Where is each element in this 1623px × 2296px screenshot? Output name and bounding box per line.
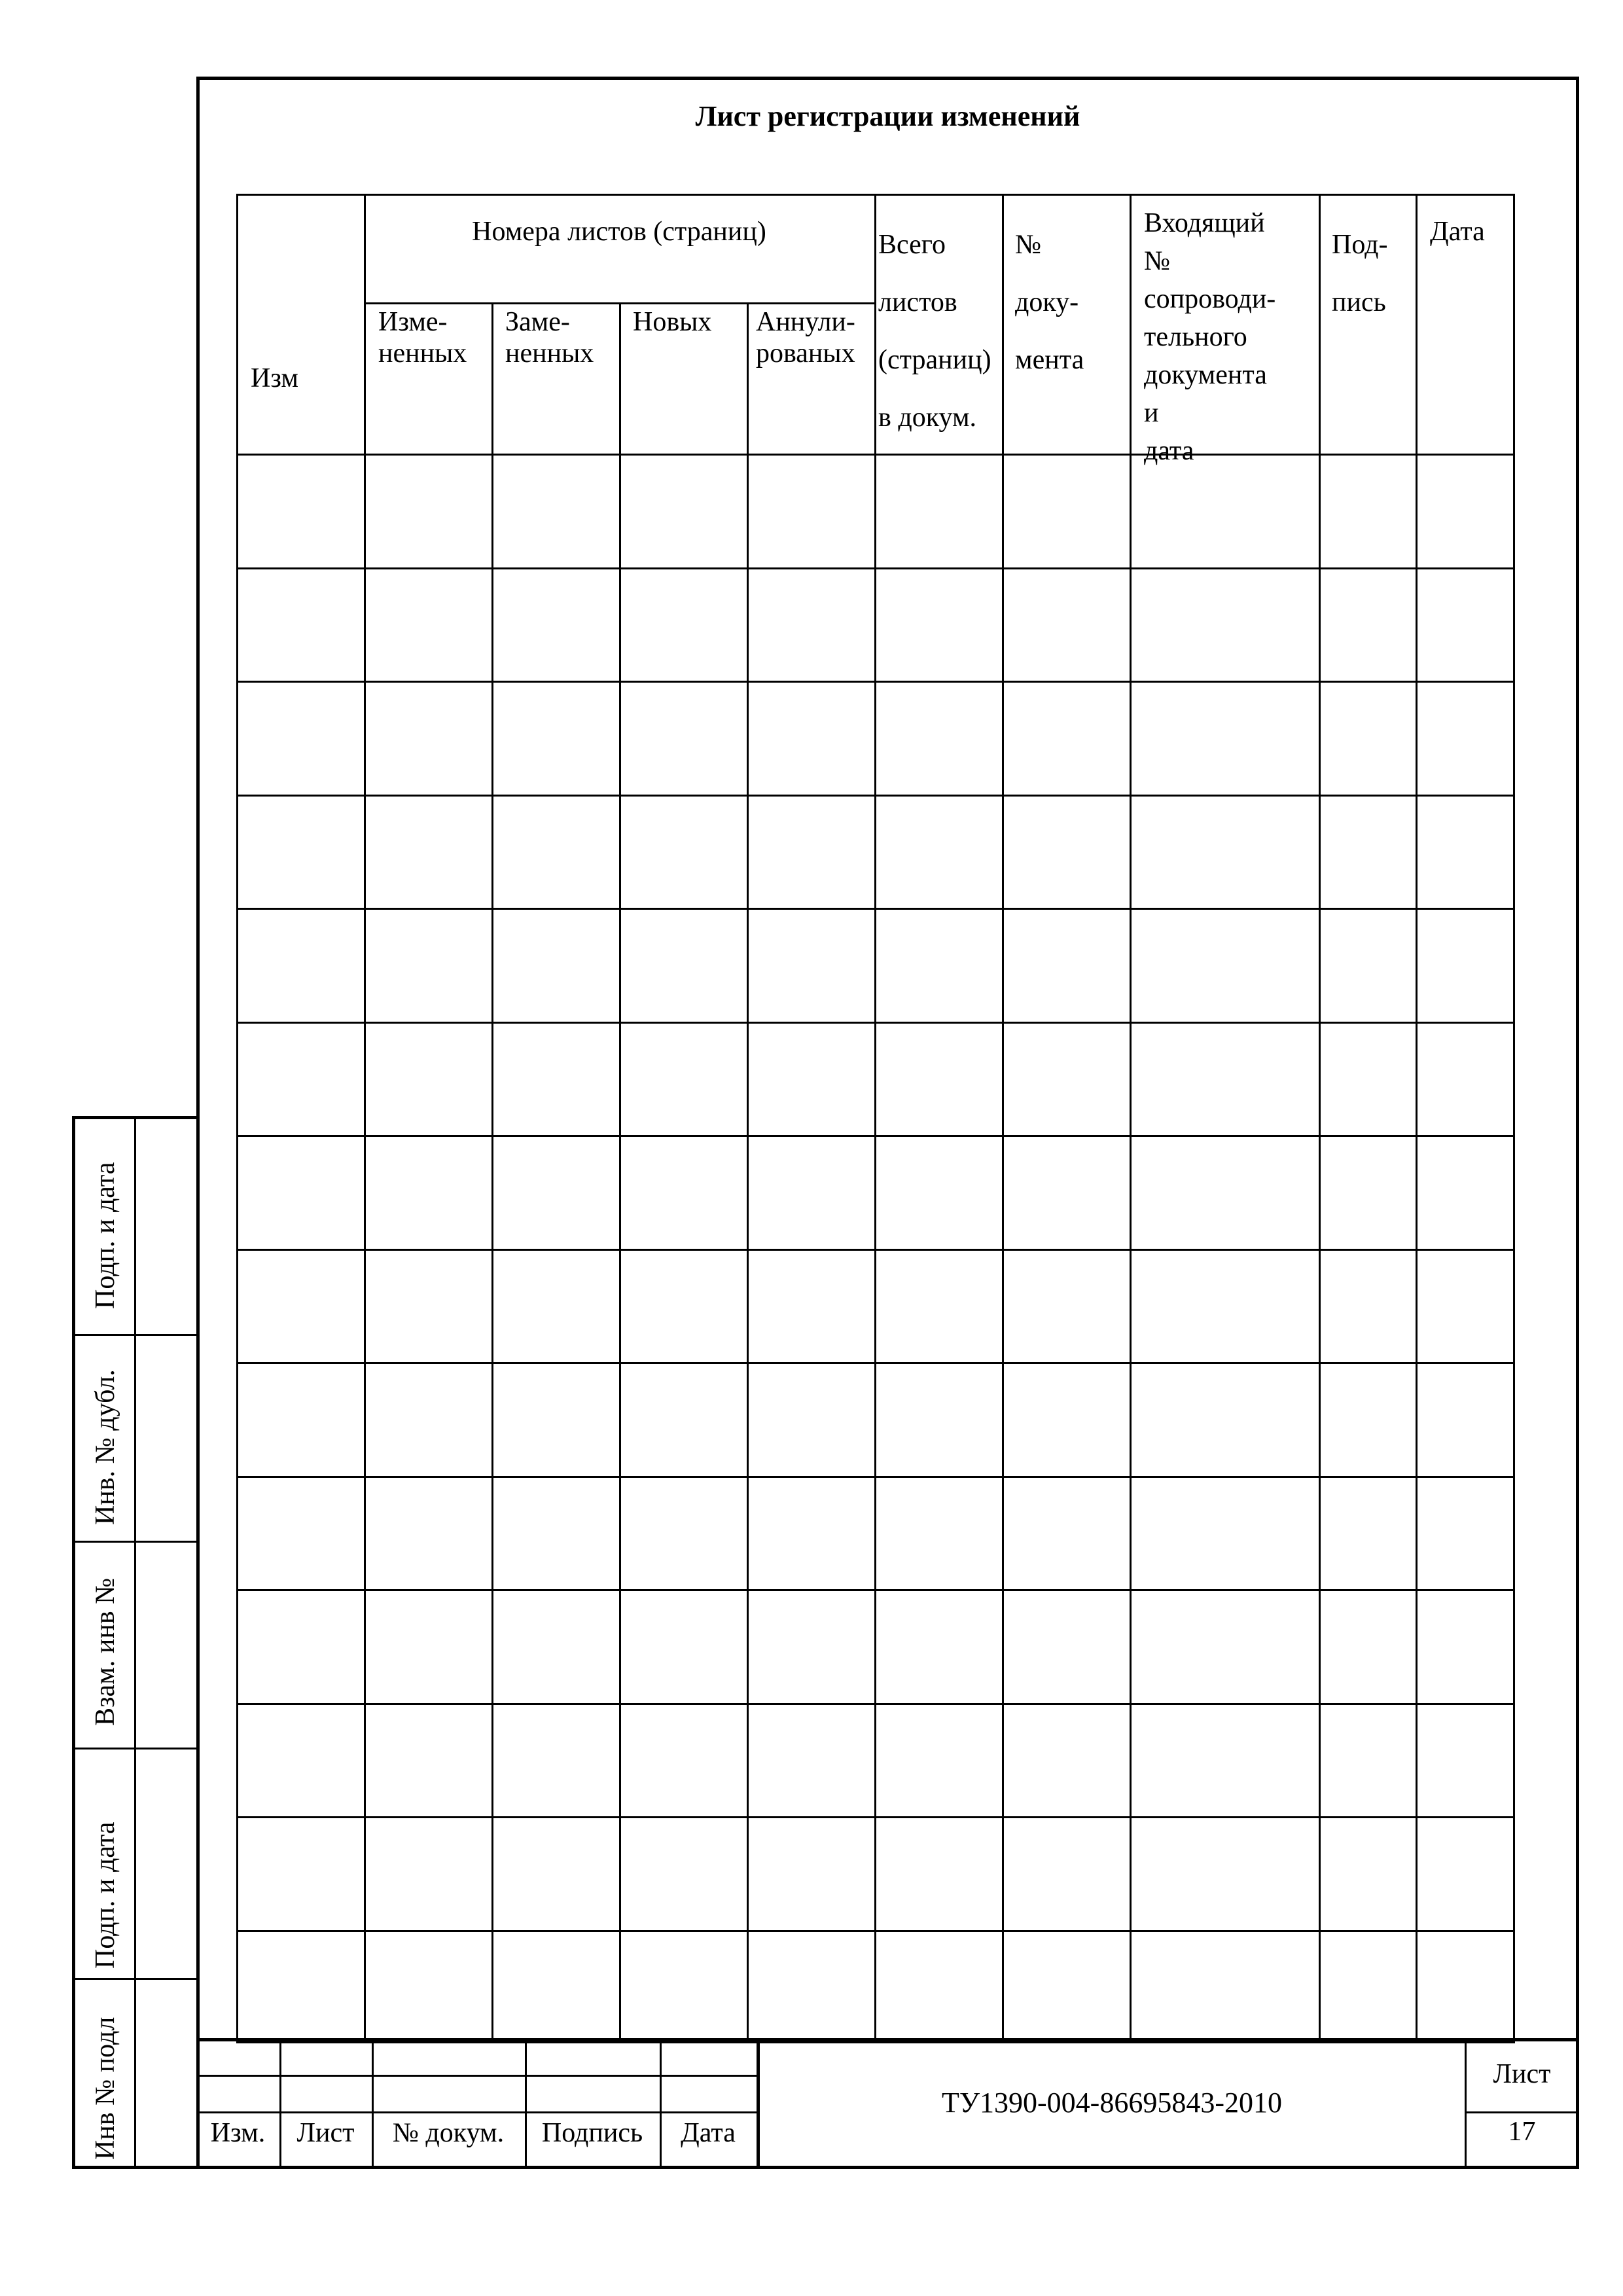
table-row	[236, 567, 1515, 569]
col-divider	[619, 302, 621, 2043]
table-row	[236, 454, 1515, 456]
header-replaced: Заме- ненных	[505, 307, 594, 369]
stamp-col-line	[1465, 2038, 1467, 2169]
header-changed: Изме- ненных	[378, 307, 467, 369]
col-divider	[1416, 194, 1418, 2043]
table-row	[236, 1135, 1515, 1137]
table-row	[236, 1022, 1515, 1024]
col-divider	[364, 194, 366, 2043]
table-row	[236, 795, 1515, 797]
stamp-col-izm: Изм.	[210, 2118, 266, 2148]
header-signature: Под- пись	[1332, 230, 1388, 317]
table-row	[236, 1362, 1515, 1364]
table-row	[236, 681, 1515, 683]
sheet-number: 17	[1508, 2117, 1536, 2147]
header-incoming-document: Входящий № сопроводи- тельного документа и дата	[1144, 208, 1276, 466]
document-designation: ТУ1390-004-86695843-2010	[942, 2087, 1282, 2119]
col-divider	[874, 194, 876, 2043]
page-title: Лист регистрации изменений	[695, 100, 1080, 132]
group-header-divider	[364, 302, 874, 304]
side-label-original-inv: Инв № подл	[90, 2017, 120, 2160]
stamp-col-line	[279, 2038, 281, 2169]
table-row	[236, 1249, 1515, 1251]
stamp-col-date: Дата	[681, 2118, 736, 2148]
stamp-col-signature: Подпись	[541, 2118, 643, 2148]
side-label-replace-inv: Взам. инв №	[90, 1577, 120, 1726]
side-label-dup-inv: Инв. № дубл.	[90, 1369, 120, 1525]
col-divider	[1002, 194, 1004, 2043]
side-strip-divider	[134, 1116, 136, 2169]
stamp-col-line	[372, 2038, 374, 2169]
header-document-number: № доку- мента	[1015, 230, 1084, 375]
header-annulled: Аннули- рованых	[756, 307, 855, 369]
side-separator	[72, 1334, 196, 1336]
stamp-col-sheet: Лист	[296, 2118, 355, 2148]
table-row	[236, 1703, 1515, 1705]
header-izm: Изм	[251, 363, 298, 393]
stamp-col-line	[660, 2038, 662, 2169]
side-separator	[72, 1541, 196, 1543]
header-sheet-numbers: Номера листов (страниц)	[472, 217, 766, 247]
col-divider	[747, 302, 749, 2043]
col-divider	[1319, 194, 1321, 2043]
col-divider	[1130, 194, 1132, 2043]
side-label-sign-date-2: Подп. и дата	[90, 1821, 120, 1969]
side-label-sign-date: Подп. и дата	[90, 1162, 120, 1309]
col-divider	[491, 302, 493, 2043]
stamp-top-line	[196, 2038, 1579, 2041]
sheet-label: Лист	[1493, 2059, 1551, 2089]
header-date: Дата	[1430, 217, 1485, 247]
header-total-sheets: Всего листов (страниц) в докум.	[878, 230, 991, 433]
header-new: Новых	[633, 307, 712, 337]
table-row	[236, 1589, 1515, 1591]
table-row	[236, 908, 1515, 910]
stamp-col-doc-no: № докум.	[392, 2118, 505, 2148]
table-row	[236, 1816, 1515, 1818]
table-row	[236, 1930, 1515, 1932]
side-separator	[72, 1978, 196, 1980]
table-row	[236, 1476, 1515, 1478]
stamp-col-line	[525, 2038, 527, 2169]
sheet-box-divider	[1465, 2111, 1579, 2113]
side-separator	[72, 1748, 196, 1749]
